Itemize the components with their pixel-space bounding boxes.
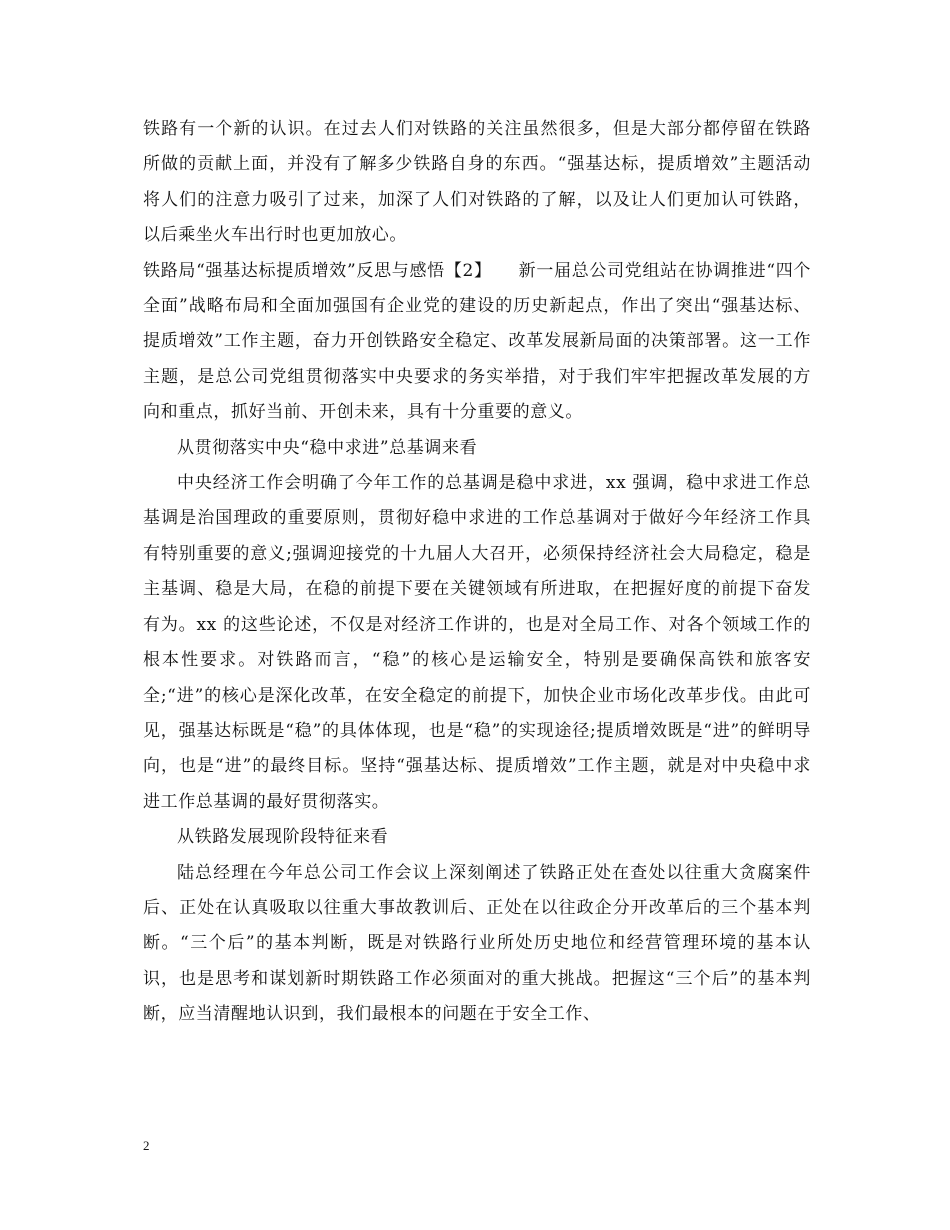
paragraph-development-stage: 陆总经理在今年总公司工作会议上深刻阐述了铁路正处在查处以往重大贪腐案件后、正处在认真吸取以往重大事故教训后、正处在以往政企分开改革后的三个基本判断。“三个后”的基本判断，既是对铁路行业所处历史地位和经营管理环境的基本认识，也是思考和谋划新时期铁路工作必须面对的重大挑战。把握这“三个后”的基本判断，应当清醒地认识到，我们最根本的问题在于安全工作、 xyxy=(143,862,811,1025)
document-body xyxy=(143,112,811,1033)
paragraph-section-2-intro: 铁路局“强基达标提质增效”反思与感悟【2】 新一届总公司党组站在协调推进“四个全面”战略布局和全面加强国有企业党的建设的历史新起点，作出了突出“强基达标、提质增效”工作主题，奋力开创铁路安全稳定、改革发展新局面的决策部署。这一工作主题，是总公司党组贯彻落实中央要求的务实举措，对于我们牢牢把握改革发展的方向和重点，抓好当前、开创未来，具有十分重要的意义。 xyxy=(143,260,811,423)
paragraph-continuation: 铁路有一个新的认识。在过去人们对铁路的关注虽然很多，但是大部分都停留在铁路所做的贡献上面，并没有了解多少铁路自身的东西。“强基达标，提质增效”主题活动将人们的注意力吸引了过来，加深了人们对铁路的了解，以及让人们更加认可铁路，以后乘坐火车出行时也更加放心。 xyxy=(143,119,811,246)
subheading-steady-progress: 从贯彻落实中央“稳中求进”总基调来看 xyxy=(177,437,478,458)
subheading-development-stage: 从铁路发展现阶段特征来看 xyxy=(177,827,389,848)
paragraph-steady-progress: 中央经济工作会明确了今年工作的总基调是稳中求进，xx 强调，稳中求进工作总基调是治国理政的重要原则，贯彻好稳中求进的工作总基调对于做好今年经济工作具有特别重要的意义;强调迎接党的十九届人大召开，必须保持经济社会大局稳定，稳是主基调、稳是大局，在稳的前提下要在关键领域有所进取，在把握好度的前提下奋发有为。xx 的这些论述，不仅是对经济工作讲的，也是对全局工作、对各个领域工作的根本性要求。对铁路而言，“稳”的核心是运输安全，特别是要确保高铁和旅客安全;“进”的核心是深化改革，在安全稳定的前提下，加快企业市场化改革步伐。由此可见，强基达标既是“稳”的具体体现，也是“稳”的实现途径;提质增效既是“进”的鲜明导向，也是“进”的最终目标。坚持“强基达标、提质增效”工作主题，就是对中央稳中求进工作总基调的最好贯彻落实。 xyxy=(143,473,811,812)
page-number: 2 xyxy=(143,1138,150,1153)
